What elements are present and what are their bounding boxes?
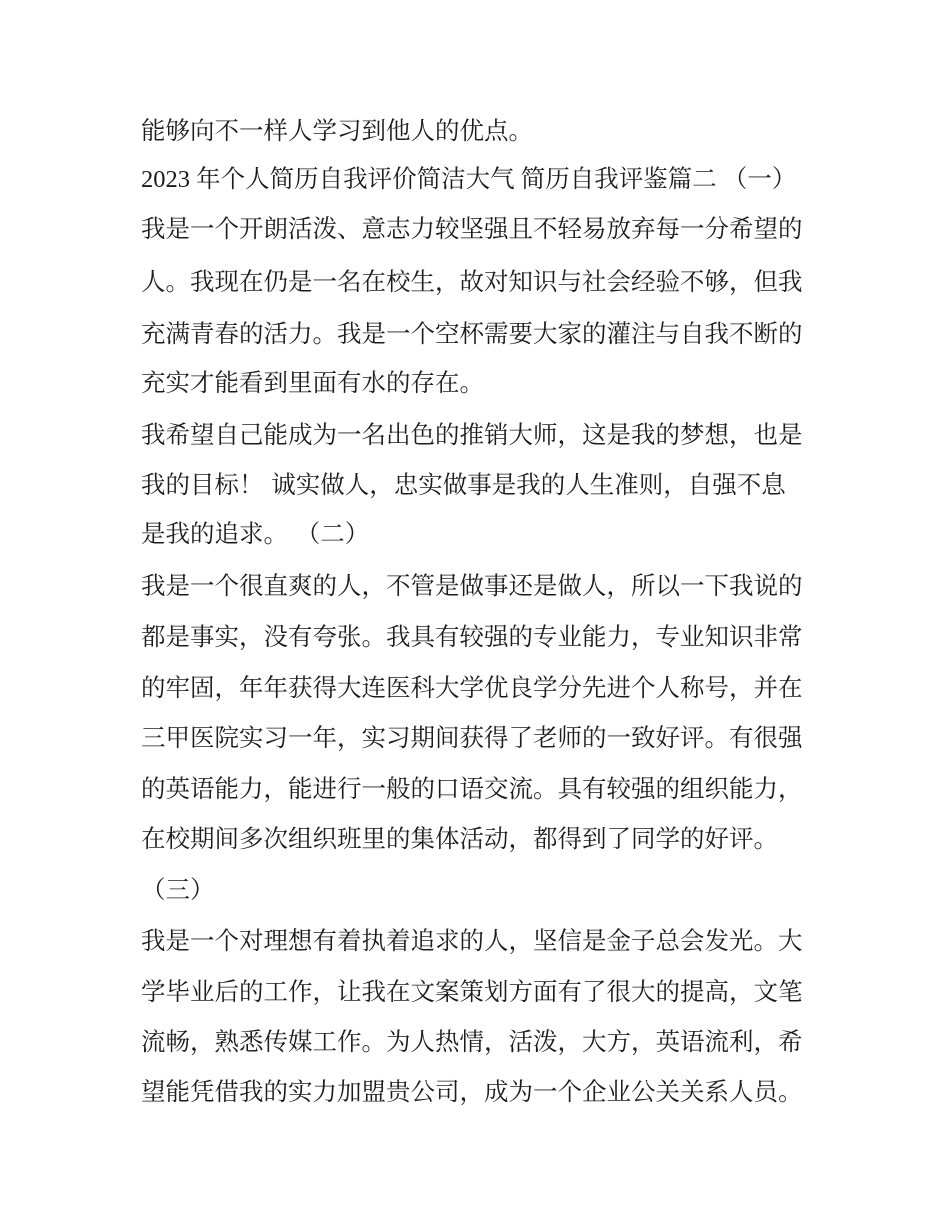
- section-marker: （三）: [141, 875, 215, 904]
- text-line: 在校期间多次组织班里的集体活动，都得到了同学的好评。: [141, 824, 778, 853]
- text-line: 我的目标！ 诚实做人，忠实做事是我的人生准则，自强不息: [141, 470, 786, 499]
- text-line: 充实才能看到里面有水的存在。: [141, 368, 484, 397]
- text-line: 是我的追求。 （二）: [141, 519, 370, 548]
- text-line: 三甲医院实习一年，实习期间获得了老师的一致好评。有很强: [141, 723, 803, 752]
- text-line: 流畅，熟悉传媒工作。为人热情，活泼，大方，英语流利，希: [141, 1027, 803, 1056]
- text-line: 我是一个对理想有着执着追求的人，坚信是金子总会发光。大: [141, 926, 803, 955]
- text-line: 望能凭借我的实力加盟贵公司，成为一个企业公关关系人员。: [141, 1077, 803, 1106]
- text-line: 充满青春的活力。我是一个空杯需要大家的灌注与自我不断的: [141, 319, 803, 348]
- text-line: 都是事实，没有夸张。我具有较强的专业能力，专业知识非常: [141, 622, 803, 651]
- section-heading: 2023 年个人简历自我评价简洁大气 简历自我评鉴篇二 （一）: [141, 166, 797, 193]
- text-line: 人。我现在仍是一名在校生，故对知识与社会经验不够，但我: [141, 267, 803, 296]
- text-line: 的英语能力，能进行一般的口语交流。具有较强的组织能力，: [141, 774, 803, 803]
- text-line: 的牢固，年年获得大连医科大学优良学分先进个人称号，并在: [141, 673, 803, 702]
- text-line: 学毕业后的工作，让我在文案策划方面有了很大的提高，文笔: [141, 977, 803, 1006]
- text-line: 我希望自己能成为一名出色的推销大师，这是我的梦想，也是: [141, 420, 803, 449]
- text-line: 我是一个很直爽的人，不管是做事还是做人，所以一下我说的: [141, 571, 803, 600]
- text-line: 我是一个开朗活泼、意志力较坚强且不轻易放弃每一分希望的: [141, 214, 803, 243]
- text-line: 能够向不一样人学习到他人的优点。: [141, 116, 533, 145]
